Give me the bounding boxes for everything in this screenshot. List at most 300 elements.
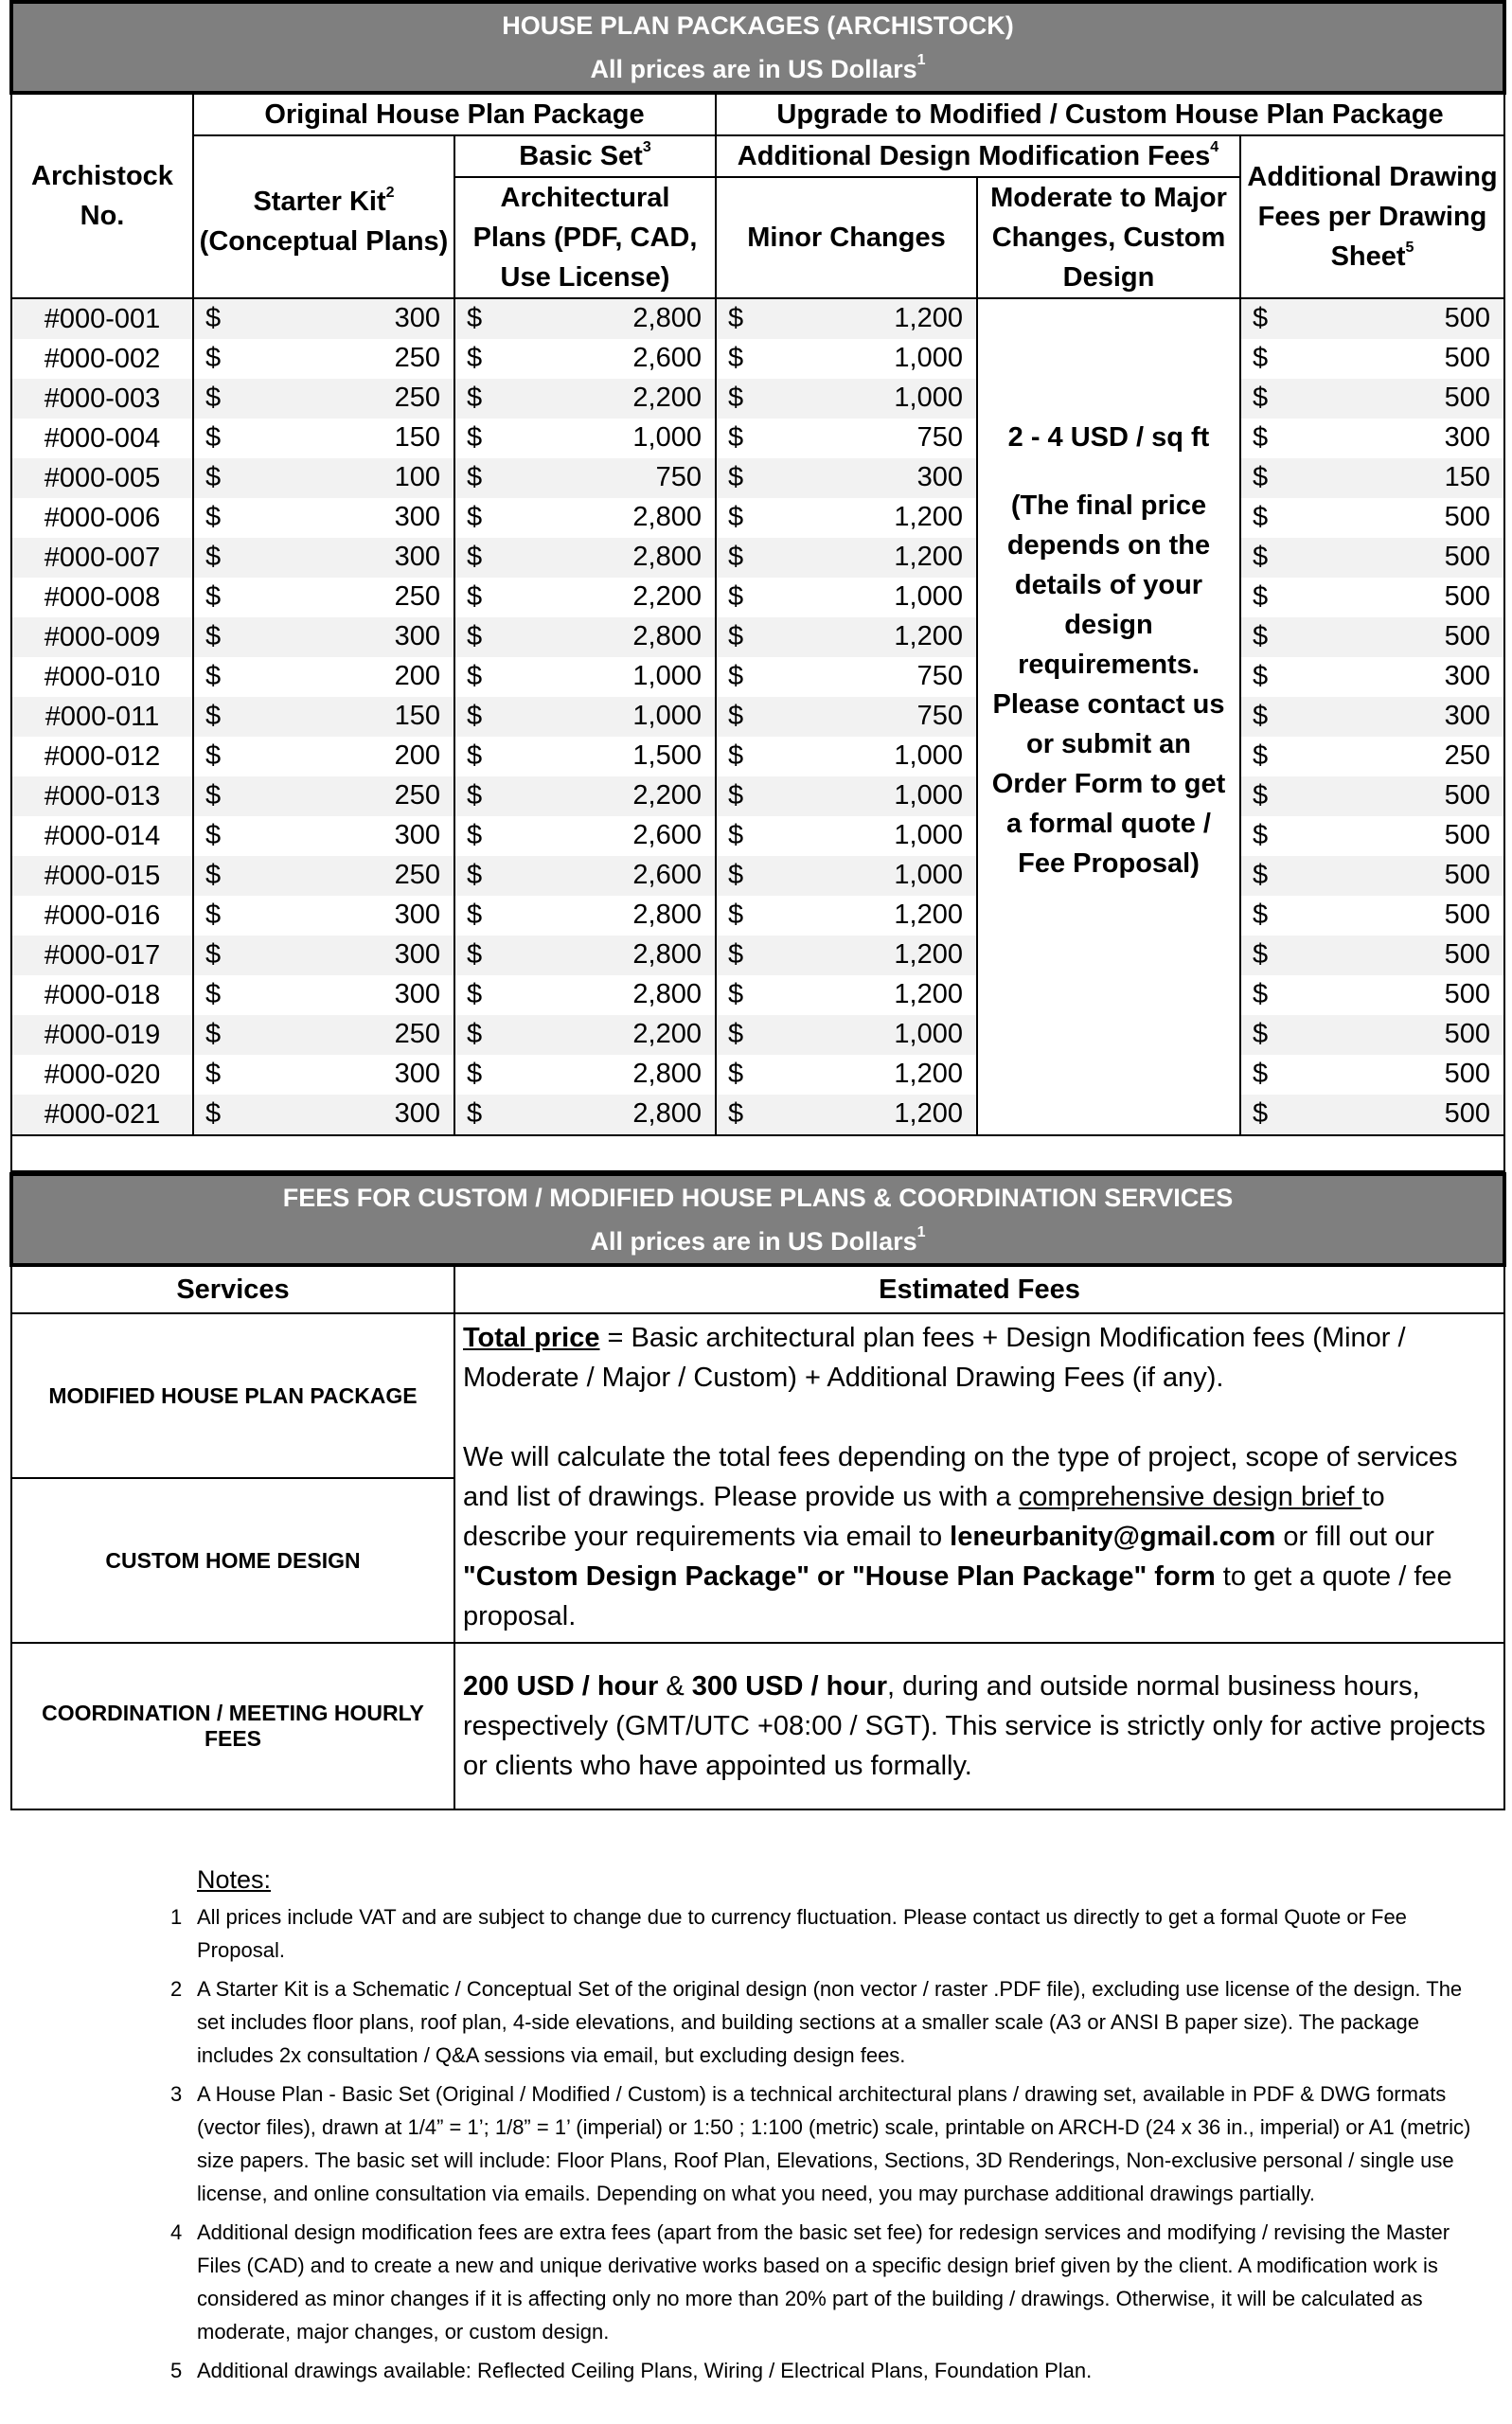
currency-symbol: $ xyxy=(467,740,483,771)
amount: 300 xyxy=(394,820,440,850)
basic-set-price xyxy=(454,657,716,697)
currency-symbol: $ xyxy=(1253,1059,1269,1089)
additional-drawing-price xyxy=(1240,936,1504,975)
additional-drawing-price xyxy=(1240,896,1504,936)
amount: 2,200 xyxy=(632,780,702,811)
currency-symbol: $ xyxy=(467,462,483,492)
amount: 500 xyxy=(1444,303,1491,333)
currency-symbol: $ xyxy=(728,621,744,651)
basic-set-price xyxy=(454,578,716,617)
additional-drawing-price xyxy=(1240,1095,1504,1135)
notes-section xyxy=(163,1863,1488,2393)
amount: 2,800 xyxy=(632,979,702,1009)
amount: 500 xyxy=(1444,542,1491,572)
amount: 500 xyxy=(1444,780,1491,811)
table-row xyxy=(11,856,1504,896)
currency-symbol: $ xyxy=(728,462,744,492)
amount: 500 xyxy=(1444,820,1491,850)
amount: 2,800 xyxy=(632,303,702,333)
amount: 2,200 xyxy=(632,1019,702,1049)
basic-set-price xyxy=(454,936,716,975)
currency-symbol: $ xyxy=(467,303,483,333)
archistock-no: #000-011 xyxy=(11,697,193,737)
minor-changes-price xyxy=(716,697,977,737)
currency-symbol: $ xyxy=(205,740,222,771)
amount: 1,000 xyxy=(632,422,702,453)
additional-drawing-price xyxy=(1240,1015,1504,1055)
additional-drawing-price xyxy=(1240,1055,1504,1095)
amount: 1,200 xyxy=(894,303,963,333)
currency-symbol: $ xyxy=(205,581,222,612)
amount: 2,800 xyxy=(632,542,702,572)
table-row xyxy=(11,617,1504,657)
starter-kit-price xyxy=(193,458,454,498)
header-archistock-no: Archistock No. xyxy=(11,93,193,298)
currency-symbol: $ xyxy=(728,900,744,930)
amount: 1,000 xyxy=(894,820,963,850)
starter-kit-price xyxy=(193,816,454,856)
starter-kit-price xyxy=(193,578,454,617)
amount: 500 xyxy=(1444,621,1491,651)
currency-symbol: $ xyxy=(205,303,222,333)
note-number: 5 xyxy=(170,2359,183,2382)
currency-symbol: $ xyxy=(467,900,483,930)
amount: 1,000 xyxy=(894,383,963,413)
packages-subtitle: All prices are in US Dollars$^1$ xyxy=(590,52,926,83)
table-row xyxy=(11,816,1504,856)
table-row xyxy=(11,339,1504,379)
amount: 2,600 xyxy=(632,343,702,373)
currency-symbol: $ xyxy=(205,422,222,453)
currency-symbol: $ xyxy=(467,542,483,572)
minor-changes-price xyxy=(716,936,977,975)
currency-symbol: $ xyxy=(728,1098,744,1129)
note-item xyxy=(163,1972,1488,2072)
minor-changes-price xyxy=(716,856,977,896)
basic-set-price xyxy=(454,816,716,856)
header-services: Services xyxy=(11,1265,454,1313)
basic-set-price xyxy=(454,1095,716,1135)
header-starter-kit: Starter Kit$^2$ (Conceptual Plans) xyxy=(193,135,454,298)
packages-title: HOUSE PLAN PACKAGES (ARCHISTOCK) xyxy=(502,11,1014,40)
archistock-no: #000-017 xyxy=(11,936,193,975)
table-row xyxy=(11,379,1504,419)
amount: 750 xyxy=(655,462,702,492)
additional-drawing-price xyxy=(1240,975,1504,1015)
archistock-no: #000-019 xyxy=(11,1015,193,1055)
table-row xyxy=(11,1095,1504,1135)
currency-symbol: $ xyxy=(205,1059,222,1089)
basic-set-price xyxy=(454,538,716,578)
starter-kit-price xyxy=(193,617,454,657)
amount: 500 xyxy=(1444,1098,1491,1129)
table-row xyxy=(11,1055,1504,1095)
archistock-no: #000-007 xyxy=(11,538,193,578)
currency-symbol: $ xyxy=(1253,383,1269,413)
table-row xyxy=(11,975,1504,1015)
starter-kit-price xyxy=(193,498,454,538)
archistock-no: #000-003 xyxy=(11,379,193,419)
note-item xyxy=(163,2354,1488,2387)
major-changes-note: (The final price depends on the details of your design requirements. Please contact us or submit an Order Form to get a formal quote / Fee Proposal) xyxy=(991,490,1226,879)
currency-symbol: $ xyxy=(1253,303,1269,333)
currency-symbol: $ xyxy=(1253,542,1269,572)
basic-set-price xyxy=(454,298,716,339)
archistock-no: #000-002 xyxy=(11,339,193,379)
amount: 2,600 xyxy=(632,820,702,850)
currency-symbol: $ xyxy=(728,860,744,890)
currency-symbol: $ xyxy=(728,542,744,572)
starter-kit-price xyxy=(193,339,454,379)
starter-kit-price xyxy=(193,538,454,578)
minor-changes-price xyxy=(716,776,977,816)
currency-symbol: $ xyxy=(205,701,222,731)
amount: 300 xyxy=(394,979,440,1009)
currency-symbol: $ xyxy=(728,1059,744,1089)
service-coordination: COORDINATION / MEETING HOURLY FEES xyxy=(11,1643,454,1809)
note-number: 3 xyxy=(170,2082,183,2106)
basic-set-price xyxy=(454,856,716,896)
amount: 1,000 xyxy=(894,860,963,890)
additional-drawing-price xyxy=(1240,737,1504,776)
starter-kit-price xyxy=(193,896,454,936)
minor-changes-price xyxy=(716,1015,977,1055)
total-price-text: Total price = Basic architectural plan fees + Design Modification fees (Minor / Moderate / Major / Custom) + Additional Drawing Fees (if any). xyxy=(463,1323,1406,1393)
starter-kit-price xyxy=(193,1015,454,1055)
currency-symbol: $ xyxy=(467,939,483,970)
house-plan-packages-table xyxy=(9,0,1506,1172)
design-brief-link[interactable]: comprehensive design brief xyxy=(1018,1482,1362,1512)
amount: 1,000 xyxy=(894,780,963,811)
currency-symbol: $ xyxy=(728,1019,744,1049)
archistock-no: #000-008 xyxy=(11,578,193,617)
starter-kit-price xyxy=(193,737,454,776)
starter-kit-price xyxy=(193,657,454,697)
amount: 300 xyxy=(394,502,440,532)
currency-symbol: $ xyxy=(728,422,744,453)
basic-set-price xyxy=(454,379,716,419)
amount: 300 xyxy=(1444,422,1491,453)
basic-set-price xyxy=(454,458,716,498)
additional-drawing-price xyxy=(1240,617,1504,657)
currency-symbol: $ xyxy=(205,820,222,850)
package-rows xyxy=(11,298,1504,1135)
amount: 300 xyxy=(916,462,963,492)
archistock-no: #000-009 xyxy=(11,617,193,657)
currency-symbol: $ xyxy=(467,1019,483,1049)
amount: 1,000 xyxy=(894,581,963,612)
amount: 500 xyxy=(1444,502,1491,532)
basic-set-price xyxy=(454,896,716,936)
table-row xyxy=(11,458,1504,498)
currency-symbol: $ xyxy=(205,383,222,413)
currency-symbol: $ xyxy=(1253,939,1269,970)
amount: 1,200 xyxy=(894,939,963,970)
amount: 300 xyxy=(394,621,440,651)
additional-drawing-price xyxy=(1240,458,1504,498)
currency-symbol: $ xyxy=(1253,343,1269,373)
amount: 2,600 xyxy=(632,860,702,890)
additional-drawing-price xyxy=(1240,776,1504,816)
calculation-text: We will calculate the total fees depending on the type of project, scope of services and list of drawings. Please provide us with a comprehensive design brief to describe your requirements via email to leneurbanity@gmail.com or fill out our "Custom Design Package" or "House Plan Package" form to get a quote / fee proposal. xyxy=(463,1442,1458,1631)
amount: 150 xyxy=(1444,462,1491,492)
currency-symbol: $ xyxy=(728,661,744,691)
currency-symbol: $ xyxy=(1253,422,1269,453)
table-row xyxy=(11,936,1504,975)
amount: 200 xyxy=(394,740,440,771)
header-original-package: Original House Plan Package xyxy=(193,93,716,135)
basic-set-price xyxy=(454,419,716,458)
currency-symbol: $ xyxy=(728,581,744,612)
currency-symbol: $ xyxy=(205,542,222,572)
additional-drawing-price xyxy=(1240,498,1504,538)
amount: 300 xyxy=(394,1059,440,1089)
header-major-changes: Moderate to Major Changes, Custom Design xyxy=(977,177,1240,298)
archistock-no: #000-020 xyxy=(11,1055,193,1095)
note-number: 2 xyxy=(170,1977,183,2001)
header-modification-fees: Additional Design Modification Fees$^4$ xyxy=(716,135,1240,177)
currency-symbol: $ xyxy=(467,581,483,612)
table-row xyxy=(11,419,1504,458)
currency-symbol: $ xyxy=(467,422,483,453)
amount: 1,200 xyxy=(894,979,963,1009)
currency-symbol: $ xyxy=(1253,900,1269,930)
basic-set-price xyxy=(454,1055,716,1095)
currency-symbol: $ xyxy=(1253,820,1269,850)
amount: 250 xyxy=(394,860,440,890)
basic-set-price xyxy=(454,1015,716,1055)
amount: 300 xyxy=(394,303,440,333)
amount: 1,000 xyxy=(894,343,963,373)
table-row xyxy=(11,896,1504,936)
service-modified-package: MODIFIED HOUSE PLAN PACKAGE xyxy=(11,1313,454,1478)
currency-symbol: $ xyxy=(467,502,483,532)
additional-drawing-price xyxy=(1240,298,1504,339)
amount: 300 xyxy=(394,542,440,572)
note-item xyxy=(163,1900,1488,1967)
basic-set-price xyxy=(454,737,716,776)
additional-drawing-price xyxy=(1240,379,1504,419)
minor-changes-price xyxy=(716,617,977,657)
currency-symbol: $ xyxy=(467,1059,483,1089)
currency-symbol: $ xyxy=(205,979,222,1009)
minor-changes-price xyxy=(716,498,977,538)
table-spacer xyxy=(11,1135,1504,1171)
amount: 750 xyxy=(916,661,963,691)
currency-symbol: $ xyxy=(1253,581,1269,612)
starter-kit-price xyxy=(193,1095,454,1135)
additional-drawing-price xyxy=(1240,816,1504,856)
currency-symbol: $ xyxy=(205,343,222,373)
currency-symbol: $ xyxy=(728,820,744,850)
starter-kit-price xyxy=(193,936,454,975)
currency-symbol: $ xyxy=(1253,661,1269,691)
major-changes-info xyxy=(977,298,1240,1135)
archistock-no: #000-014 xyxy=(11,816,193,856)
archistock-no: #000-012 xyxy=(11,737,193,776)
archistock-no: #000-006 xyxy=(11,498,193,538)
amount: 750 xyxy=(916,422,963,453)
starter-kit-price xyxy=(193,1055,454,1095)
currency-symbol: $ xyxy=(728,780,744,811)
header-architectural-plans: Architectural Plans (PDF, CAD, Use License) xyxy=(454,177,716,298)
amount: 1,000 xyxy=(894,1019,963,1049)
note-item xyxy=(163,2216,1488,2348)
archistock-no: #000-021 xyxy=(11,1095,193,1135)
starter-kit-price xyxy=(193,776,454,816)
minor-changes-price xyxy=(716,578,977,617)
starter-kit-price xyxy=(193,697,454,737)
additional-drawing-price xyxy=(1240,578,1504,617)
table-row xyxy=(11,578,1504,617)
amount: 1,200 xyxy=(894,502,963,532)
table-row xyxy=(11,498,1504,538)
amount: 1,200 xyxy=(894,1059,963,1089)
amount: 500 xyxy=(1444,939,1491,970)
amount: 250 xyxy=(394,1019,440,1049)
table-row xyxy=(11,1015,1504,1055)
amount: 300 xyxy=(394,939,440,970)
note-item xyxy=(163,2077,1488,2210)
amount: 1,200 xyxy=(894,1098,963,1129)
starter-kit-price xyxy=(193,419,454,458)
archistock-no: #000-004 xyxy=(11,419,193,458)
currency-symbol: $ xyxy=(205,900,222,930)
header-basic-set: Basic Set$^3$ xyxy=(454,135,716,177)
note-text: Additional drawings available: Reflected Ceiling Plans, Wiring / Electrical Plans, Foundation Plan. xyxy=(197,2359,1093,2382)
archistock-no: #000-015 xyxy=(11,856,193,896)
amount: 300 xyxy=(394,1098,440,1129)
amount: 500 xyxy=(1444,1059,1491,1089)
basic-set-price xyxy=(454,975,716,1015)
minor-changes-price xyxy=(716,458,977,498)
currency-symbol: $ xyxy=(1253,979,1269,1009)
currency-symbol: $ xyxy=(1253,860,1269,890)
amount: 250 xyxy=(394,383,440,413)
archistock-no: #000-016 xyxy=(11,896,193,936)
currency-symbol: $ xyxy=(1253,1019,1269,1049)
currency-symbol: $ xyxy=(205,1019,222,1049)
archistock-no: #000-001 xyxy=(11,298,193,339)
amount: 2,800 xyxy=(632,939,702,970)
amount: 300 xyxy=(1444,701,1491,731)
currency-symbol: $ xyxy=(467,780,483,811)
header-upgrade-package: Upgrade to Modified / Custom House Plan Package xyxy=(716,93,1504,135)
currency-symbol: $ xyxy=(467,661,483,691)
service-custom-home: CUSTOM HOME DESIGN xyxy=(11,1478,454,1643)
minor-changes-price xyxy=(716,657,977,697)
amount: 300 xyxy=(1444,661,1491,691)
currency-symbol: $ xyxy=(1253,740,1269,771)
coordination-fees-text: 200 USD / hour & 300 USD / hour, during and outside normal business hours, respectively (GMT/UTC +08:00 / SGT). This service is strictly only for active projects or clients who have appointed us formally. xyxy=(454,1643,1504,1809)
amount: 2,800 xyxy=(632,621,702,651)
currency-symbol: $ xyxy=(467,860,483,890)
currency-symbol: $ xyxy=(467,979,483,1009)
minor-changes-price xyxy=(716,975,977,1015)
amount: 250 xyxy=(394,581,440,612)
minor-changes-price xyxy=(716,816,977,856)
additional-drawing-price xyxy=(1240,697,1504,737)
price-sheet xyxy=(9,0,1503,1810)
amount: 2,200 xyxy=(632,383,702,413)
amount: 500 xyxy=(1444,860,1491,890)
amount: 500 xyxy=(1444,383,1491,413)
header-estimated-fees: Estimated Fees xyxy=(454,1265,1504,1313)
currency-symbol: $ xyxy=(1253,780,1269,811)
table-row xyxy=(11,737,1504,776)
amount: 500 xyxy=(1444,581,1491,612)
currency-symbol: $ xyxy=(728,343,744,373)
minor-changes-price xyxy=(716,419,977,458)
amount: 1,000 xyxy=(632,661,702,691)
note-text: Additional design modification fees are extra fees (apart from the basic set fee) for redesign services and modifying / revising the Master Files (CAD) and to create a new and unique derivative works based on a specific design brief given by the client. A modification work is considered as minor changes if it is affecting only no more than 20% part of the building / drawings. Otherwise, it will be calculated as moderate, major changes, or custom design. xyxy=(197,2220,1450,2344)
amount: 2,800 xyxy=(632,1059,702,1089)
minor-changes-price xyxy=(716,339,977,379)
currency-symbol: $ xyxy=(1253,462,1269,492)
contact-email[interactable]: leneurbanity@gmail.com xyxy=(950,1522,1276,1552)
note-text: A House Plan - Basic Set (Original / Modified / Custom) is a technical architectural plans / drawing set, available in PDF & DWG formats (vector files), drawn at 1/4” = 1’; 1/8” = 1’ (imperial) or 1:50 ; 1:100 (metric) scale, printable on ARCH-D (24 x 36 in., imperial) or A1 (metric) size papers. The basic set will include: Floor Plans, Roof Plan, Elevations, Sections, 3D Renderings, Non-exclusive personal / single use license, and online consultation via emails. Depending on what you need, you may purchase additional drawings partially. xyxy=(197,2082,1471,2205)
minor-changes-price xyxy=(716,538,977,578)
currency-symbol: $ xyxy=(467,383,483,413)
table-row xyxy=(11,538,1504,578)
amount: 1,500 xyxy=(632,740,702,771)
notes-title: Notes: xyxy=(197,1865,272,1894)
custom-fees-table xyxy=(9,1172,1506,1810)
currency-symbol: $ xyxy=(1253,502,1269,532)
basic-set-price xyxy=(454,339,716,379)
amount: 2,200 xyxy=(632,581,702,612)
starter-kit-price xyxy=(193,975,454,1015)
notes-list xyxy=(163,1900,1488,2387)
basic-set-price xyxy=(454,498,716,538)
currency-symbol: $ xyxy=(728,303,744,333)
amount: 100 xyxy=(394,462,440,492)
minor-changes-price xyxy=(716,379,977,419)
amount: 1,000 xyxy=(632,701,702,731)
amount: 1,200 xyxy=(894,542,963,572)
currency-symbol: $ xyxy=(205,860,222,890)
currency-symbol: $ xyxy=(467,820,483,850)
currency-symbol: $ xyxy=(205,1098,222,1129)
amount: 1,000 xyxy=(894,740,963,771)
additional-drawing-price xyxy=(1240,657,1504,697)
table-row xyxy=(11,697,1504,737)
amount: 500 xyxy=(1444,1019,1491,1049)
basic-set-price xyxy=(454,776,716,816)
currency-symbol: $ xyxy=(467,1098,483,1129)
header-additional-drawing: Additional Drawing Fees per Drawing Sheet$^5$ xyxy=(1240,135,1504,298)
currency-symbol: $ xyxy=(1253,1098,1269,1129)
currency-symbol: $ xyxy=(728,383,744,413)
currency-symbol: $ xyxy=(728,502,744,532)
basic-set-price xyxy=(454,697,716,737)
archistock-no: #000-013 xyxy=(11,776,193,816)
currency-symbol: $ xyxy=(728,740,744,771)
header-minor-changes: Minor Changes xyxy=(716,177,977,298)
archistock-no: #000-010 xyxy=(11,657,193,697)
additional-drawing-price xyxy=(1240,419,1504,458)
note-text: A Starter Kit is a Schematic / Conceptual Set of the original design (non vector / raster .PDF file), excluding use license of the design. The set includes floor plans, roof plan, 4-side elevations, and building sections at a smaller scale (A3 or ANSI B paper size). The package includes 2x consultation / Q&A sessions via email, but excluding design fees. xyxy=(197,1977,1463,2067)
amount: 500 xyxy=(1444,343,1491,373)
amount: 750 xyxy=(916,701,963,731)
minor-changes-price xyxy=(716,298,977,339)
amount: 250 xyxy=(394,780,440,811)
amount: 1,200 xyxy=(894,621,963,651)
currency-symbol: $ xyxy=(205,502,222,532)
packages-banner xyxy=(11,2,1504,93)
currency-symbol: $ xyxy=(1253,621,1269,651)
currency-symbol: $ xyxy=(728,979,744,1009)
